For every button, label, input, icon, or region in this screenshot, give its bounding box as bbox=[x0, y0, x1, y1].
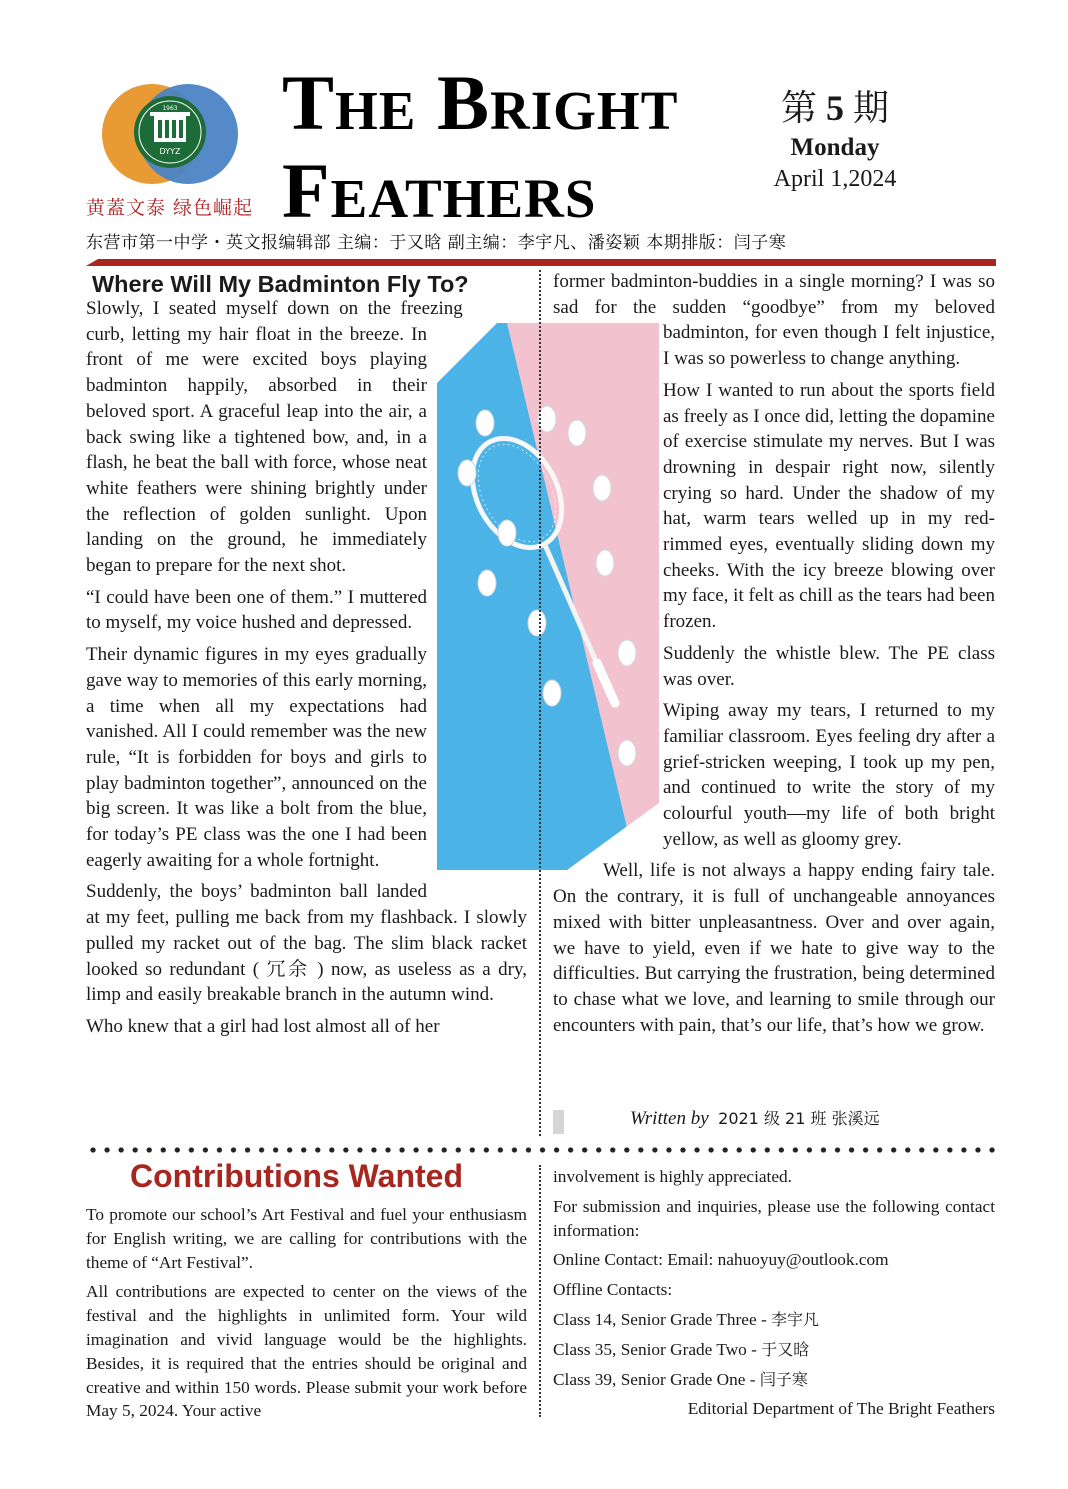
logo-year: 1963 bbox=[162, 105, 178, 112]
article-title: Where Will My Badminton Fly To? bbox=[92, 271, 469, 297]
contributions-paragraph: To promote our school’s Art Festival and fuel your enthusiasm for English writing, we are calling for contributions with the theme of “Art Festival”. bbox=[86, 1205, 527, 1272]
article-paragraph: Suddenly, the boys’ badminton ball landed at my feet, pulling me back from my flashback. I slowly pulled my racket out of the bag. The slim black racket looked so redundant ( 冗余 ) now, as useless as a dry, limp and easily breakable branch in the autumn wind. bbox=[86, 881, 527, 1006]
article-paragraph: Slowly, I seated myself down on the freezing curb, letting my hair float in the breeze. In front of me were excited boys playing badminton happily, absorbed in their beloved sport. A graceful leap into the air, a back swing like a tightened bow, and, in a flash, he beat the ball with force, whose neat white feathers were shining brightly under the reflection of golden sunlight. Upon landing on the ground, he immediately began to prepare for the next shot. bbox=[86, 298, 463, 577]
contributions-paragraph: All contributions are expected to center on the views of the festival and the highlights in unlimited form. Your wild imagination and vivid language would be the highlights. Besides, it is required that the entries should be original and creative and within 150 words. Please submit your work before May 5, 2024. Your active bbox=[86, 1282, 527, 1421]
issue-number: 第 5 期 bbox=[780, 88, 890, 128]
article-paragraph: Who knew that a girl had lost almost all of her bbox=[86, 1015, 440, 1037]
article-paragraph: Suddenly the whistle blew. The PE class was over. bbox=[663, 642, 995, 690]
newspaper-title-line2: Feathers bbox=[282, 147, 597, 234]
contact-entry: Class 35, Senior Grade Two - 于又晗 bbox=[553, 1339, 810, 1359]
article-paragraph: Wiping away my tears, I returned to my familiar classroom. Eyes feeling dry after a grief-stricken weeping, I took up my pen, and continued to write the story of my colourful youth—my life of both bright yellow, as well as gloomy grey. bbox=[663, 700, 995, 850]
school-motto: 黄蓋文泰 绿色崛起 bbox=[86, 197, 254, 219]
logo-text: DYYZ bbox=[159, 147, 181, 156]
editorial-staff-line: 东营市第一中学・英文报编辑部 主编：于又晗 副主编：李宇凡、潘姿颖 本期排版：闫子寒 bbox=[86, 233, 787, 253]
editorial-signoff: Editorial Department of The Bright Feathers bbox=[687, 1399, 995, 1419]
contact-entry: Class 39, Senior Grade One - 闫子寒 bbox=[553, 1369, 808, 1389]
online-contact: Online Contact: Email: nahuoyuy@outlook.com bbox=[553, 1250, 889, 1270]
column-divider bbox=[539, 1165, 541, 1417]
masthead-divider bbox=[86, 259, 996, 266]
contributions-right-column bbox=[553, 1165, 995, 1427]
contact-entry: Class 14, Senior Grade Three - 李宇凡 bbox=[553, 1309, 820, 1329]
contributions-continuation: involvement is highly appreciated. bbox=[553, 1167, 792, 1186]
issue-date: April 1,2024 bbox=[773, 166, 897, 192]
article-paragraph: former badminton-buddies in a single morning? I was so sad for the sudden “goodbye” from my beloved badminton, for even though I felt injustice, I was so powerless to change anything. bbox=[553, 271, 995, 370]
article-paragraph: “I could have been one of them.” I muttered to myself, my voice hushed and depressed. bbox=[86, 586, 427, 634]
contributions-left-column bbox=[86, 1203, 527, 1429]
byline-marker bbox=[553, 1110, 564, 1134]
submission-note: For submission and inquiries, please use the following contact information: bbox=[553, 1196, 995, 1240]
column-divider bbox=[539, 270, 541, 1136]
offline-contacts-label: Offline Contacts: bbox=[553, 1280, 673, 1300]
contributions-title: Contributions Wanted bbox=[130, 1158, 463, 1194]
article-byline: Written by 2021 级 21 班 张溪远 bbox=[630, 1108, 880, 1129]
divider-cap bbox=[86, 259, 98, 266]
badminton-photo bbox=[437, 323, 659, 870]
newspaper-title-line1: The Bright bbox=[282, 59, 679, 146]
article-paragraph: How I wanted to run about the sports field as freely as I once did, letting the dopamine of exercise stimulate my nerves. But I was drowning in despair right now, silently crying so hard. Under the shadow of my hat, warm tears welled up in my red-rimmed eyes, eventually sliding down my cheeks. With the icy breeze blowing over my face, it felt as chill as the tears had been frozen. bbox=[663, 379, 995, 633]
issue-weekday: Monday bbox=[790, 134, 880, 161]
article-paragraph: Their dynamic figures in my eyes gradually gave way to memories of this early morning, a time when all my expectations had vanished. All I could remember was the new rule, “It is forbidden for boys and girls to play badminton together”, announced on the big screen. It was like a bolt from the blue, for today’s PE class was the one I had been eagerly awaiting for a whole fortnight. bbox=[86, 644, 427, 871]
article-paragraph: Well, life is not always a happy ending fairy tale. On the contrary, it is full of unchangeable annoyances mixed with bitter unpleasantness. Over and over again, we have to yield, even if we hate to give way to the difficulties. But carrying the frustration, being determined to chase what we love, and learning to smile through our encounters with pain, that’s our life, that’s how we grow. bbox=[553, 860, 995, 1036]
section-divider bbox=[86, 1146, 996, 1154]
